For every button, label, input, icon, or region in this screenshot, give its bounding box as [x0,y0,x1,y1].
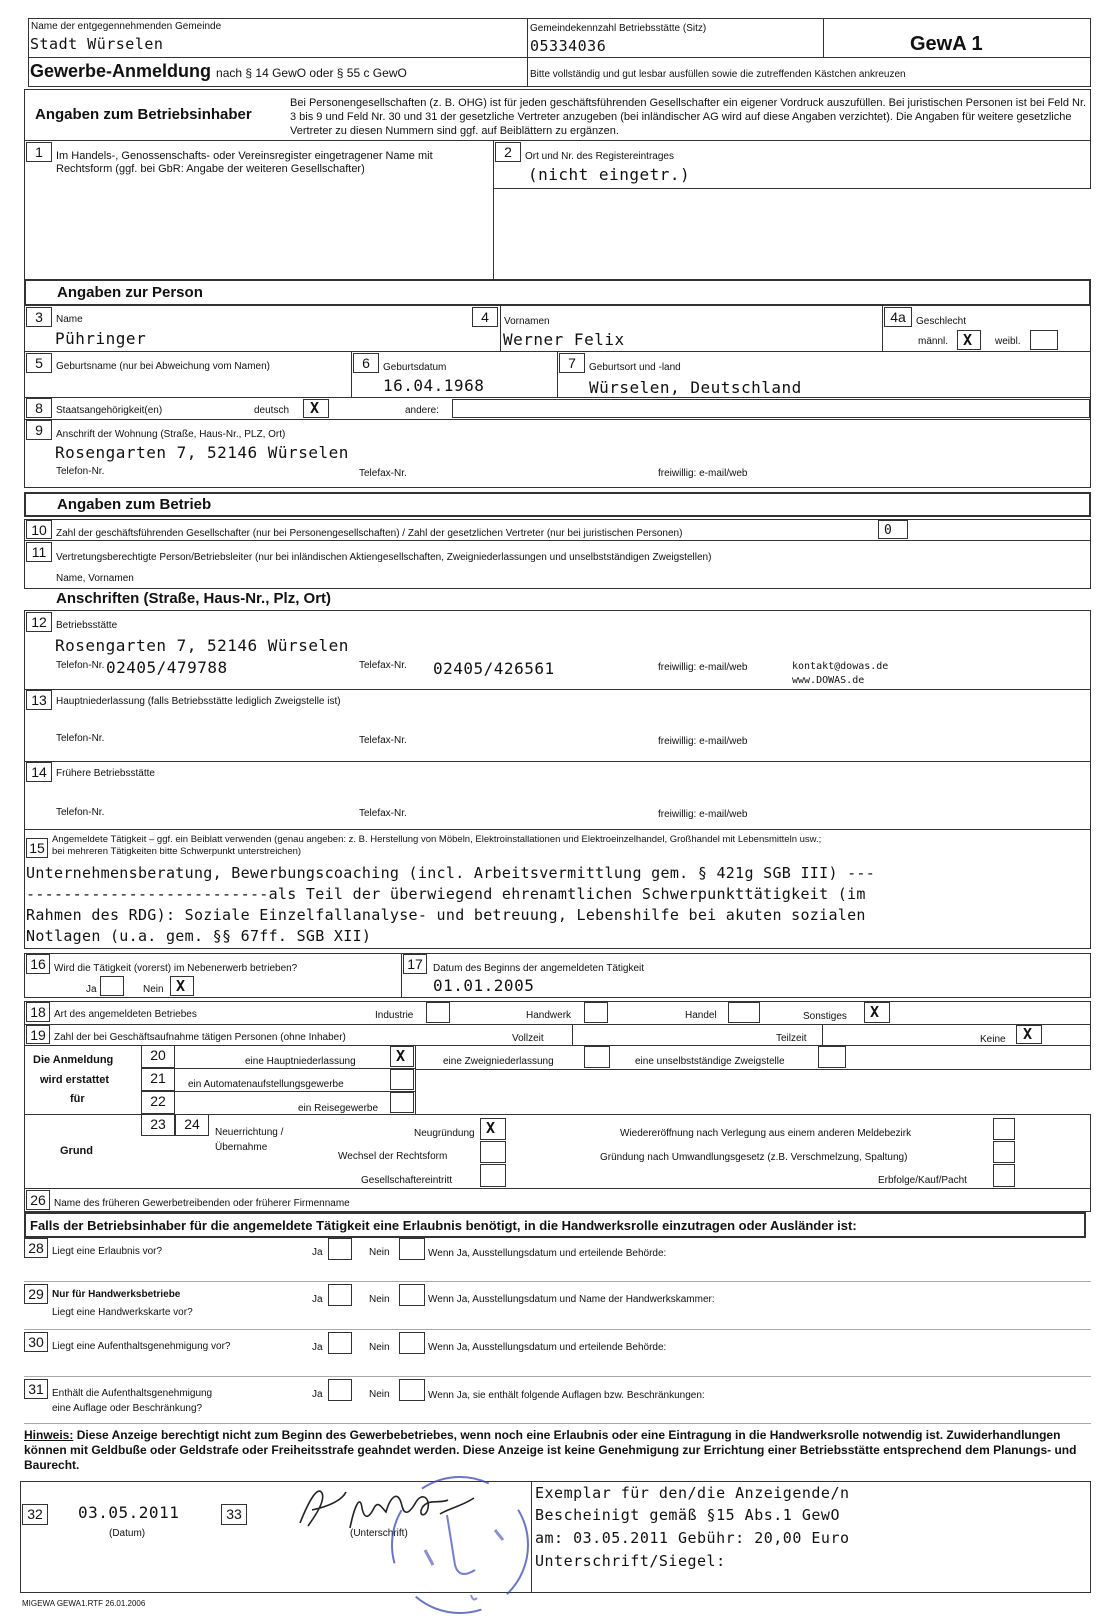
field-7-number: 7 [559,353,585,373]
field-11-box [24,540,1091,589]
field-5-number: 5 [26,353,52,373]
registration-line-2: wird erstattet [40,1074,110,1086]
field-33-label: (Unterschrift) [350,1528,408,1539]
field-3-value[interactable]: Pühringer [55,329,147,348]
field-28-yes-checkbox[interactable] [328,1238,352,1260]
field-19-number: 19 [26,1025,50,1044]
reg-row-divider-2 [175,1091,416,1092]
field-15-line-2[interactable]: --------------------------als Teil der überwiegend ehrenamtlichen Schwerpunkttätigkeit (im [26,885,866,903]
field-14-number: 14 [26,762,52,782]
branch-label: eine Zweigniederlassung [443,1056,554,1067]
field-18-other-mark: X [870,1003,880,1021]
main-branch-label: eine Hauptniederlassung [245,1056,356,1067]
field-16-no-mark: X [176,977,186,995]
instruction: Bitte vollständig und gut lesbar ausfüllen sowie die zutreffenden Kästchen ankreuzen [530,69,906,80]
field-23-number: 23 [141,1114,175,1136]
field-31-yes-checkbox[interactable] [328,1379,352,1401]
field-32-number: 32 [22,1504,48,1525]
field-15-label-2: bei mehreren Tätigkeiten bitte Schwerpunkt unterstreichen) [52,846,302,857]
field-19-divider-2 [822,1024,823,1046]
field-31-no-checkbox[interactable] [399,1379,425,1401]
notice-label: Hinweis: [24,1428,74,1442]
field-12-value[interactable]: Rosengarten 7, 52146 Würselen [55,636,349,655]
field-31-number: 31 [24,1379,48,1399]
field-33-number: 33 [221,1504,247,1525]
field-30-number: 30 [24,1332,48,1352]
field-10-number: 10 [26,520,52,539]
field-17-number: 17 [403,954,427,974]
business-section-title: Angaben zum Betrieb [57,496,212,513]
field-6-value[interactable]: 16.04.1968 [383,376,485,395]
field-14-phone-label: Telefon-Nr. [56,807,105,818]
field-31-note: Wenn Ja, sie enthält folgende Auflagen bzw. Beschränkungen: [428,1390,705,1401]
field-18-opt-industry: Industrie [375,1010,414,1021]
field-30-yes: Ja [312,1342,323,1353]
field-32-value[interactable]: 03.05.2011 [78,1503,180,1522]
field-24-number: 24 [175,1114,209,1136]
field-18-trade-checkbox[interactable] [728,1002,760,1023]
german-mark: X [310,399,320,417]
field-30-label: Liegt eine Aufenthaltsgenehmigung vor? [52,1341,231,1352]
field-19-none-mark: X [1023,1025,1033,1043]
field-28-yes: Ja [312,1247,323,1258]
field-28-no: Nein [369,1247,390,1258]
field-15-label-1: Angemeldete Tätigkeit – ggf. ein Beiblatt verwenden (genau angeben: z. B. Herstellung von Möbeln, Elektroinstallationen und Elektroeinzelhandel, Großhandel mit Lebensmitteln usw.; [52,834,822,845]
field-30-no: Nein [369,1342,390,1353]
field-31-line [24,1423,1091,1424]
field-4a-label: Geschlecht [916,316,967,327]
main-branch-mark: X [396,1047,406,1065]
field-2-label: Ort und Nr. des Registereintrages [525,151,674,162]
field-12-email-label: freiwillig: e-mail/web [658,662,748,673]
community-label: Name der entgegennehmenden Gemeinde [31,21,222,32]
official-seal [385,1470,535,1620]
field-15-line-1[interactable]: Unternehmensberatung, Bewerbungscoaching (incl. Arbeitsvermittlung gem. § 421g SGB III) --- [26,864,876,882]
male-mark: X [963,331,973,349]
field-12-fax-value[interactable]: 02405/426561 [433,659,555,678]
field-9-phone-label: Telefon-Nr. [56,466,105,477]
code-label: Gemeindekennzahl Betriebsstätte (Sitz) [530,23,707,34]
form-title [30,60,407,84]
field-11-sub: Name, Vornamen [56,573,134,584]
field-13-label: Hauptniederlassung (falls Betriebsstätte lediglich Zweigstelle ist) [56,696,341,707]
field-16-no-label: Nein [143,984,164,995]
field-7-value[interactable]: Würselen, Deutschland [589,378,802,397]
field-6-label: Geburtsdatum [383,362,447,373]
field-4a-number: 4a [884,307,912,327]
community-value[interactable]: Stadt Würselen [30,35,164,53]
owner-section-title: Angaben zum Betriebsinhaber [35,106,252,123]
field-29-note: Wenn Ja, Ausstellungsdatum und Name der Handwerkskammer: [428,1294,715,1305]
receipt-line-2: Bescheinigt gemäß §15 Abs.1 GewO [535,1506,840,1524]
field-12-email-value[interactable]: kontakt@dowas.de [792,661,889,672]
field-9-label: Anschrift der Wohnung (Straße, Haus-Nr., PLZ, Ort) [56,429,286,440]
founding-mark: X [486,1119,496,1137]
field-14-email-label: freiwillig: e-mail/web [658,809,748,820]
field-18-number: 18 [26,1002,50,1022]
field-13-phone-label: Telefon-Nr. [56,733,105,744]
partner-entry-label: Gesellschaftereintritt [361,1175,453,1186]
field-10-value-box [878,520,908,539]
field-31-label-1: Enthält die Aufenthaltsgenehmigung [52,1388,213,1399]
field-22-number: 22 [141,1091,175,1114]
field-30-yes-checkbox[interactable] [328,1332,352,1354]
field-18-industry-checkbox[interactable] [426,1002,450,1023]
founding-label: Neugründung [414,1128,475,1139]
field-1-number: 1 [26,142,52,162]
transform-label: Gründung nach Umwandlungsgesetz (z.B. Verschmelzung, Spaltung) [600,1152,908,1163]
field-14-fax-label: Telefax-Nr. [359,808,407,819]
female-label: weibl. [995,336,1021,347]
field-18-craft-checkbox[interactable] [584,1002,608,1023]
field-18-label: Art des angemeldeten Betriebes [54,1009,197,1020]
branch-checkbox[interactable] [584,1046,610,1068]
field-21-number: 21 [141,1068,175,1091]
inheritance-checkbox[interactable] [993,1164,1015,1187]
field-3-number: 3 [26,307,52,327]
field-8-label: Staatsangehörigkeit(en) [56,405,163,416]
field-14-box [24,761,1091,830]
field-28-note: Wenn Ja, Ausstellungsdatum und erteilende Behörde: [428,1248,667,1259]
vending-label: ein Automatenaufstellungsgewerbe [188,1079,344,1090]
field-9-number: 9 [26,420,52,440]
field-20-number: 20 [141,1045,175,1068]
field-13-email-label: freiwillig: e-mail/web [658,736,748,747]
grund-label: Grund [60,1145,93,1157]
field-3-label: Name [56,314,83,325]
field-9-value[interactable]: Rosengarten 7, 52146 Würselen [55,443,349,462]
field-1-label: Im Handels-, Genossenschafts- oder Vereinsregister eingetragener Name mit Rechtsform (ggf. bei GbR: Angabe der weiteren Gesellschafter) [56,150,433,175]
reg-row-divider-1 [175,1068,416,1069]
field-13-fax-label: Telefax-Nr. [359,735,407,746]
travel-label: ein Reisegewerbe [298,1103,379,1114]
field-12-phone-value[interactable]: 02405/479788 [106,658,228,677]
person-section-title: Angaben zur Person [57,284,203,301]
code-value[interactable]: 05334036 [530,37,607,55]
receipt-line-3: am: 03.05.2011 Gebühr: 20,00 Euro [535,1529,850,1547]
field-29-label-2: Liegt eine Handwerkskarte vor? [52,1307,193,1318]
field-19-opt-fulltime: Vollzeit [512,1033,544,1044]
field-17-label: Datum des Beginns der angemeldeten Tätigkeit [433,963,645,974]
field-6-number: 6 [353,353,379,373]
vending-checkbox[interactable] [390,1069,414,1090]
field-19-label: Zahl der bei Geschäftsaufnahme tätigen Personen (ohne Inhaber) [54,1032,346,1043]
field-31-label-2: eine Auflage oder Beschränkung? [52,1403,203,1414]
field-17-value[interactable]: 01.01.2005 [433,976,535,995]
field-4-label: Vornamen [504,316,550,327]
field-19-divider-1 [572,1024,573,1046]
german-label: deutsch [254,405,290,416]
field-12-phone-label: Telefon-Nr. [56,660,105,671]
field-30-line [24,1376,1091,1377]
field-16-yes-checkbox[interactable] [100,976,124,996]
field-7-label: Geburtsort und -land [589,362,681,373]
field-26-label: Name des früheren Gewerbetreibenden oder früherer Firmenname [54,1198,350,1209]
other-nationality-label: andere: [405,405,439,416]
field-31-yes: Ja [312,1389,323,1400]
field-29-line [24,1329,1091,1330]
receipt-line-4: Unterschrift/Siegel: [535,1552,726,1570]
field-15-number: 15 [26,838,48,858]
title-main: Gewerbe-Anmeldung [30,61,212,81]
field-11-label: Vertretungsberechtigte Person/Betriebsleiter (nur bei inländischen Aktiengesellschaften, Zweigniederlassungen und unselbstständigen Zweigstellen) [56,552,712,563]
dependent-branch-checkbox[interactable] [818,1046,846,1068]
dependent-branch-label: eine unselbstständige Zweigstelle [635,1056,785,1067]
notice-text: Diese Anzeige berechtigt nicht zum Beginn des Gewerbebetriebes, wenn noch eine Erlaubnis oder eine Eintragung in die Handwerksrolle notwendig ist. Zuwiderhandlungen können mit Geldbuße oder Geldstrafe oder Freiheitsstrafe geahndet werden. Diese Anzeige ist keine Genehmigung zur Errichtung einer Betriebsstätte entsprechend dem Planungs- und Baurecht. [24,1428,1077,1472]
field-29-no: Nein [369,1294,390,1305]
receipt-line-1: Exemplar für den/die Anzeigende/n [535,1484,850,1502]
notice [24,1428,1090,1473]
field-13-number: 13 [26,690,52,710]
owner-section-note: Bei Personengesellschaften (z. B. OHG) ist für jeden geschäftsführenden Gesellschafter ein eigener Vordruck auszufüllen. Bei juristischen Personen ist bei Feld Nr. 3 bis 9 und Feld Nr. 30 und 31 der gesetzliche Vertreter anzugeben (bei inländischer AG wird auf diese Angaben verzichtet). Die Angaben für weitere gesetzliche Vertreter zu diesen Nummern sind ggf. auf Beiblättern zu ergänzen. [290,97,1087,137]
field-30-no-checkbox[interactable] [399,1332,425,1354]
field-5-label: Geburtsname (nur bei Abweichung vom Namen) [56,361,270,372]
inheritance-label: Erbfolge/Kauf/Pacht [878,1175,967,1186]
field-15-line-3[interactable]: Rahmen des RDG): Soziale Einzelfallanalyse- und betreuung, Lebenshilfe bei akuten sozialen [26,906,866,924]
field-30-note: Wenn Ja, Ausstellungsdatum und erteilende Behörde: [428,1342,667,1353]
field-12-label: Betriebsstätte [56,620,118,631]
field-4-number: 4 [472,307,498,327]
field-26-number: 26 [26,1190,50,1210]
female-checkbox[interactable] [1030,330,1058,350]
legal-form-label: Wechsel der Rechtsform [338,1151,448,1162]
field-16-number: 16 [26,954,50,974]
field-28-label: Liegt eine Erlaubnis vor? [52,1246,163,1257]
field-19-opt-parttime: Teilzeit [776,1033,807,1044]
reopening-checkbox[interactable] [993,1118,1015,1140]
field-28-no-checkbox[interactable] [399,1238,425,1260]
field-18-opt-trade: Handel [685,1010,717,1021]
travel-checkbox[interactable] [390,1092,414,1113]
legal-form-checkbox[interactable] [480,1141,506,1163]
field-16-label: Wird die Tätigkeit (vorerst) im Nebenerwerb betrieben? [54,963,298,974]
field-10-label: Zahl der geschäftsführenden Gesellschafter (nur bei Personengesellschaften) / Zahl der gesetzlichen Vertreter (nur bei juristischen Personen) [56,528,683,539]
field-28-line [24,1281,1091,1282]
field-9-fax-label: Telefax-Nr. [359,468,407,479]
field-9-email-label: freiwillig: e-mail/web [658,468,748,479]
male-label: männl. [918,336,949,347]
field-12-web-value[interactable]: www.DOWAS.de [792,675,865,686]
field-16-box [24,953,402,998]
field-12-number: 12 [26,612,52,632]
field-28-number: 28 [24,1238,48,1258]
field-19-opt-none: Keine [980,1034,1006,1045]
field-2-number: 2 [495,142,521,162]
field-29-label-1: Nur für Handwerksbetriebe [52,1289,181,1300]
new-setup-label: Neuerrichtung / [215,1127,284,1138]
field-29-no-checkbox[interactable] [399,1284,425,1306]
footer-code: MIGEWA GEWA1.RTF 26.01.2006 [22,1599,146,1608]
field-8-number: 8 [26,398,52,418]
field-12-fax-label: Telefax-Nr. [359,660,407,671]
field-14-label: Frühere Betriebsstätte [56,768,155,779]
field-2-value[interactable]: (nicht eingetr.) [528,165,691,184]
form-id: GewA 1 [910,33,983,55]
addresses-title: Anschriften (Straße, Haus-Nr., Plz, Ort) [56,590,332,607]
field-18-opt-other: Sonstiges [803,1011,847,1022]
field-5-box [24,351,352,398]
field-16-yes-label: Ja [86,984,97,995]
field-11-number: 11 [26,542,52,562]
field-10-value[interactable]: 0 [884,523,893,538]
title-suffix: nach § 14 GewO oder § 55 c GewO [216,66,407,80]
field-4a-box [882,305,1091,352]
field-29-yes: Ja [312,1294,323,1305]
other-nationality-field[interactable] [452,399,1090,418]
registration-line-1: Die Anmeldung [33,1054,114,1066]
field-29-yes-checkbox[interactable] [328,1284,352,1306]
partner-entry-checkbox[interactable] [480,1164,506,1187]
registration-line-3: für [70,1093,85,1105]
transform-checkbox[interactable] [993,1141,1015,1163]
field-18-opt-craft: Handwerk [526,1010,572,1021]
field-31-no: Nein [369,1389,390,1400]
field-4-value[interactable]: Werner Felix [503,330,625,349]
field-15-line-4[interactable]: Notlagen (u.a. gem. §§ 67ff. SGB XII) [26,927,372,945]
takeover-label: Übernahme [215,1142,268,1153]
permit-section-title: Falls der Betriebsinhaber für die angemeldete Tätigkeit eine Erlaubnis benötigt, in die Handwerksrolle einzutragen oder Ausländer ist: [30,1218,857,1233]
field-29-number: 29 [24,1284,48,1304]
reopening-label: Wiedereröffnung nach Verlegung aus einem anderen Meldebezirk [620,1128,912,1139]
field-32-label: (Datum) [109,1528,146,1539]
